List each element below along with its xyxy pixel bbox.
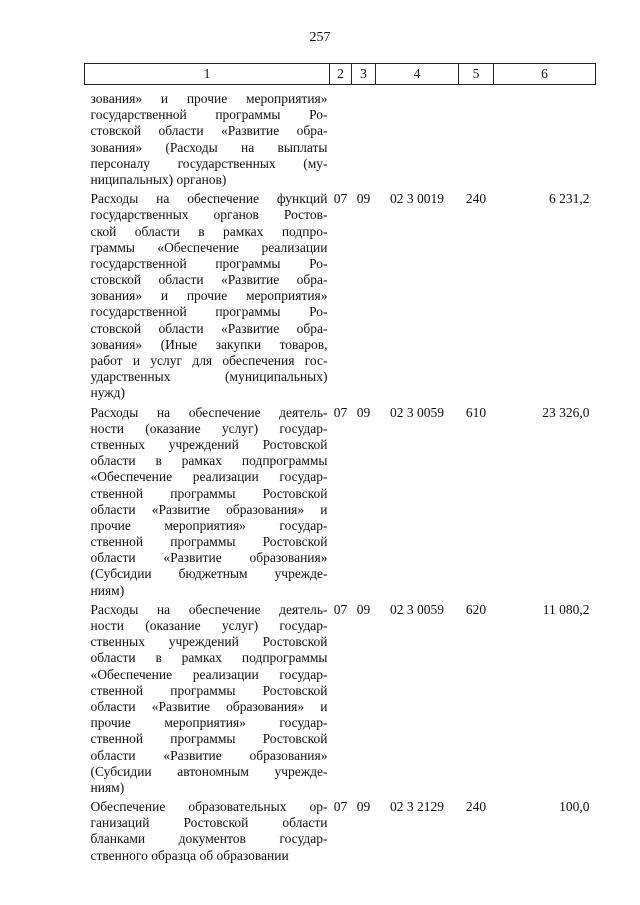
- expense-type-code: [459, 85, 494, 189]
- description-line: Расходы на обеспечение функций: [90, 191, 328, 207]
- subsection-code: 09: [356, 404, 371, 420]
- description-line: зования» и прочие мероприятия»: [90, 288, 328, 304]
- amount-value: 100,0: [559, 799, 590, 815]
- header-col-5: 5: [459, 64, 494, 85]
- description-line: ственной программы Ростовской: [90, 731, 328, 747]
- description-line: ности (оказание услуг) государ-: [90, 618, 328, 633]
- row-description: [85, 188, 330, 401]
- description-line: области «Развитие образования»: [90, 747, 328, 763]
- table-row: [85, 85, 596, 189]
- budget-table: [84, 63, 596, 864]
- header-col-3: 3: [352, 64, 376, 85]
- row-description: [85, 402, 330, 599]
- description-line: Расходы на обеспечение деятель-: [90, 601, 328, 617]
- expense-type-code: 620: [465, 601, 487, 617]
- description-line: государственной программы Ро-: [90, 304, 328, 320]
- target-article-code: 02 3 0059: [390, 601, 444, 617]
- description-line: ударственных (муниципальных): [90, 369, 328, 385]
- description-line: ственной программы Ростовской: [90, 534, 328, 550]
- description-line: (Субсидии автономным учрежде-: [90, 763, 328, 779]
- amount-value: 11 080,2: [542, 601, 590, 617]
- expense-type-code: 610: [465, 404, 487, 420]
- description-line: области в рамках подпрограммы: [90, 453, 328, 469]
- table-row: [85, 599, 596, 796]
- description-line: области «Развитие образования» и: [90, 698, 328, 714]
- target-article-code: 02 3 0059: [390, 404, 444, 420]
- target-article-code: [376, 85, 459, 189]
- description-line: стовской области «Развитие обра-: [90, 320, 328, 336]
- amount-value: [494, 85, 596, 189]
- description-line: «Обеспечение реализации государ-: [90, 469, 328, 485]
- section-code: 07: [333, 404, 348, 420]
- description-line: области в рамках подпрограммы: [90, 650, 328, 666]
- amount-value: 23 326,0: [542, 404, 590, 420]
- description-line: стовской области «Развитие обра-: [90, 123, 328, 139]
- description-line: граммы «Обеспечение реализации: [90, 239, 328, 255]
- page-number: 257: [309, 30, 331, 45]
- subsection-code: 09: [356, 601, 371, 617]
- header-row: [85, 64, 596, 85]
- section-code: [330, 85, 352, 189]
- section-code: 07: [333, 601, 348, 617]
- description-line: Обеспечение образовательных ор-: [90, 799, 328, 815]
- description-line: зования» (Иные закупки товаров,: [90, 336, 328, 352]
- header-col-2: 2: [330, 64, 352, 85]
- row-description: [85, 85, 330, 189]
- description-line: ственных учреждений Ростовской: [90, 436, 328, 452]
- description-line: ственной программы Ростовской: [90, 682, 328, 698]
- description-line: работ и услуг для обеспечения гос-: [90, 353, 328, 368]
- header-col-6: 6: [494, 64, 596, 85]
- header-col-4: 4: [376, 64, 459, 85]
- description-line: персоналу государственных (му-: [90, 155, 328, 171]
- description-line: (Субсидии бюджетным учрежде-: [90, 566, 328, 582]
- description-line: нужд): [90, 385, 125, 401]
- description-line: государственной программы Ро-: [90, 255, 328, 271]
- description-line: ганизаций Ростовской области: [90, 815, 328, 831]
- table-row: [85, 796, 596, 864]
- description-line: зования» и прочие мероприятия»: [90, 91, 328, 106]
- description-line: «Обеспечение реализации государ-: [90, 666, 328, 682]
- amount-value: 6 231,2: [549, 191, 590, 207]
- description-line: прочие мероприятия» государ-: [90, 715, 328, 731]
- expense-type-code: 240: [465, 799, 487, 815]
- description-line: ниципальных) органов): [90, 171, 227, 187]
- section-code: 07: [333, 799, 348, 815]
- description-line: зования» (Расходы на выплаты: [90, 139, 328, 155]
- subsection-code: [352, 85, 376, 189]
- description-line: ности (оказание услуг) государ-: [90, 420, 328, 436]
- description-line: государственных органов Ростов-: [90, 207, 328, 223]
- target-article-code: 02 3 2129: [390, 799, 444, 815]
- description-line: ниям): [90, 582, 125, 598]
- description-line: области «Развитие образования»: [90, 550, 328, 566]
- description-line: области «Развитие образования» и: [90, 501, 328, 517]
- description-line: бланками документов государ-: [90, 831, 328, 847]
- row-description: [85, 599, 330, 796]
- description-line: стовской области «Развитие обра-: [90, 272, 328, 288]
- target-article-code: 02 3 0019: [390, 191, 444, 207]
- description-line: прочие мероприятия» государ-: [90, 517, 328, 533]
- description-line: ственной программы Ростовской: [90, 485, 328, 501]
- row-description: [85, 796, 330, 864]
- description-line: Расходы на обеспечение деятель-: [90, 404, 328, 420]
- subsection-code: 09: [356, 799, 371, 815]
- subsection-code: 09: [356, 191, 371, 207]
- section-code: 07: [333, 191, 348, 207]
- expense-type-code: 240: [465, 191, 487, 207]
- table-row: [85, 188, 596, 401]
- description-line: государственной программы Ро-: [90, 107, 328, 123]
- header-col-1: 1: [85, 64, 330, 85]
- description-line: ственного образца об образовании: [90, 847, 289, 863]
- description-line: ственных учреждений Ростовской: [90, 634, 328, 650]
- description-line: ской области в рамках подпро-: [90, 223, 328, 239]
- description-line: ниям): [90, 779, 125, 795]
- table-row: [85, 402, 596, 599]
